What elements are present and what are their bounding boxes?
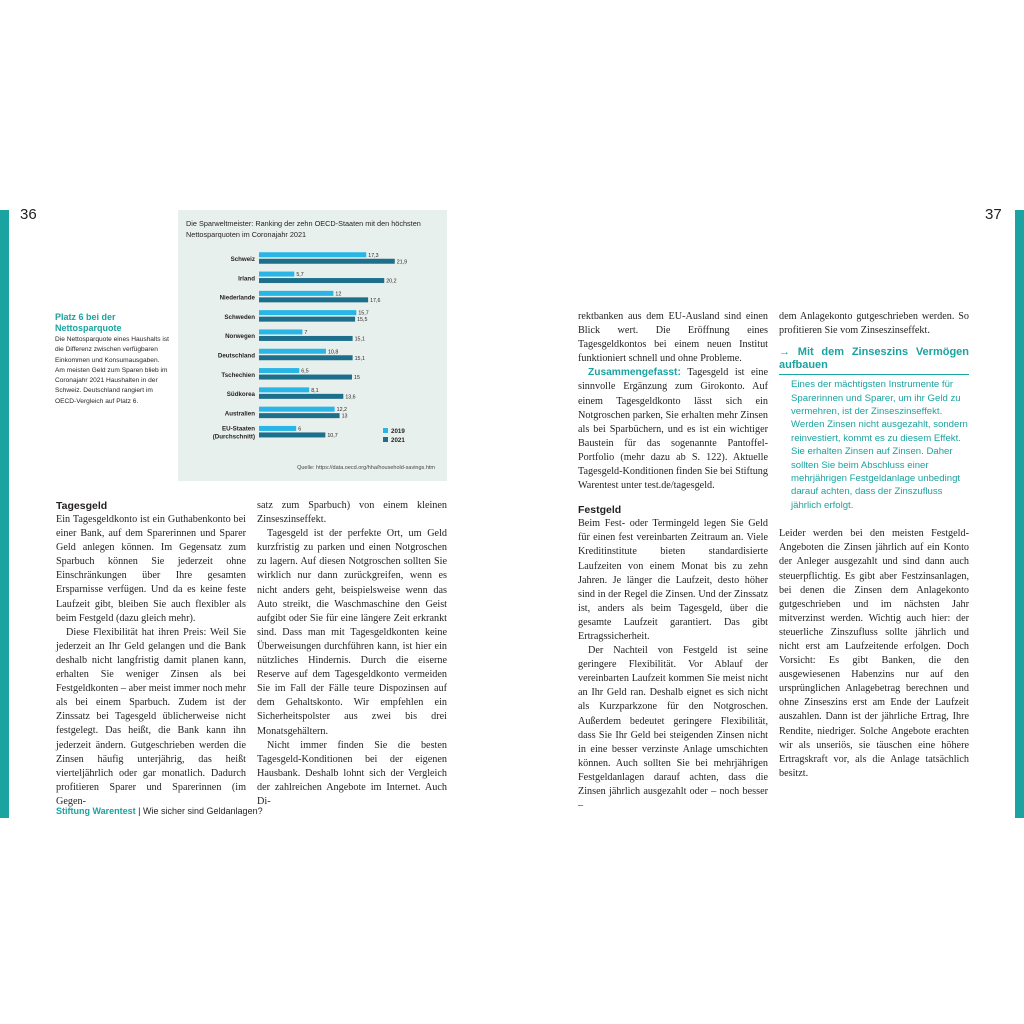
bar-2021 bbox=[259, 259, 395, 264]
footer-title: Wie sicher sind Geldanlagen? bbox=[143, 806, 263, 816]
bar-2021 bbox=[259, 317, 355, 322]
bar-2021 bbox=[259, 297, 368, 302]
data-label: 20,2 bbox=[386, 278, 397, 285]
bar-2019 bbox=[259, 426, 296, 431]
bar-2019 bbox=[259, 368, 299, 373]
bar-2019 bbox=[259, 329, 302, 334]
paragraph: Tagesgeld ist der perfekte Ort, um Geld kurzfristig zu parken und einen Notgroschen zu lagern. Auf diesen Notgroschen sollten Sie wirklich nur dann zurückgreifen, wenn es nicht anders geht, beispielsweise wenn das Auto streikt, die Waschmaschine den Geist aufgibt oder Sie für eine längere Zeit erkrankt sind. Dass man mit Tagesgeldkonten keine Überweisungen durchführen kann, ist hier ein nützliches Hindernis. Durch die eiserne Reserve auf dem Tagesgeldkonto vermeiden Sie im Fall der Fälle teure Dispozinsen auf dem Gehaltskonto. Wir empfehlen ein Sicherheitspolster aus zwei bis drei Monatsgehältern. bbox=[257, 528, 447, 737]
summary-paragraph bbox=[578, 366, 768, 493]
paragraph: rektbanken aus dem EU-Ausland sind einen Blick wert. Die Eröffnung eines Tagesgeldkontos bei einem neuen Institut funktioniert schnell und ohne Probleme. bbox=[578, 311, 768, 365]
left-page-edge-bar bbox=[0, 210, 9, 818]
tip-text: Eines der mächtigsten Instrumente für Sparerinnen und Sparer, um ihr Geld zu vermehren, ist der Zinseszinseffekt. Werden Zinsen nicht ausgezahlt, sondern reinvestiert, kommt es zu diesem Effekt. Sie erhalten Zinsen auf Zinsen. Daher sollten Sie beim Abschluss einer mehrjährigen Festgeldanlage unbedingt darauf achten, dass der Zinszufluss jährlich erfolgt. bbox=[791, 379, 968, 511]
data-label: 17,6 bbox=[370, 297, 381, 304]
page-number-right: 37 bbox=[985, 206, 1002, 223]
data-label: 10,8 bbox=[327, 349, 339, 356]
category-label: Australien bbox=[224, 410, 255, 418]
category-label: Irland bbox=[238, 275, 255, 283]
category-label: Schweiz bbox=[230, 256, 255, 263]
chart-title: Die Sparweltmeister: Ranking der zehn OECD-Staaten mit den höchsten Nettosparquoten im Coronajahr 2021 bbox=[186, 219, 421, 239]
tip-title-text: Mit dem Zinseszins Vermögen aufbauen bbox=[779, 346, 970, 372]
data-label: 17,3 bbox=[368, 252, 379, 259]
footer-brand: Stiftung Warentest bbox=[56, 806, 136, 816]
bar-2021 bbox=[259, 413, 340, 418]
bar-2019 bbox=[259, 407, 335, 412]
paragraph: satz zum Sparbuch) von einem kleinen Zinseszinseffekt. bbox=[257, 500, 447, 526]
chart-annotation bbox=[55, 312, 170, 407]
bar-2021 bbox=[259, 375, 352, 380]
right-page-edge-bar bbox=[1015, 210, 1024, 818]
legend-swatch-2019 bbox=[383, 428, 388, 433]
category-label: Norwegen bbox=[225, 333, 255, 341]
bar-2019 bbox=[259, 387, 309, 392]
paragraph: Ein Tagesgeldkonto ist ein Guthabenkonto bei einer Bank, auf dem Sparerinnen und Sparer Geld anlegen können. Im Gegensatz zum Sparbuch können Sie jederzeit ohne Einschränkungen über Ihre gesamten Ersparnisse verfügen. Und da es keine feste Laufzeit gibt, bleiben Sie auch flexibler als beim Festgeld (dazu gleich mehr). bbox=[56, 514, 246, 624]
paragraph: Nicht immer finden Sie die besten Tagesgeld-Konditionen bei der eigenen Hausbank. Deshalb lohnt sich der Vergleich der zahlreichen Angebote im Internet. Auch Di- bbox=[257, 739, 447, 807]
paragraph: Beim Fest- oder Termingeld legen Sie Geld für einen fest vereinbarten Zeitraum an. Viele Kreditinstitute bieten standardisierte Laufzeiten von einem Monat bis zu zehn Jahren. Je länger die Laufzeit, desto höher sind in der Regel die Zinsen. Und der Zinssatz ist, anders als beim Tagesgeld, über die gesamte Laufzeit garantiert. Das gibt Ertragssicherheit. bbox=[578, 518, 768, 642]
bar-2021 bbox=[259, 432, 325, 437]
legend-label: 2019 bbox=[391, 428, 405, 435]
data-label: 8,1 bbox=[311, 387, 319, 394]
tip-title-wrap bbox=[779, 346, 969, 375]
annotation-text: Die Nettosparquote eines Haushalts ist die Differenz zwischen verfügbaren Einkommen und Konsumausgaben. Am meisten Geld zum Sparen blieb im Coronajahr 2021 Haushalten in der Schweiz. Deutschland rangiert im OECD-Vergleich auf Platz 6. bbox=[55, 336, 169, 405]
data-label: 15,1 bbox=[354, 355, 365, 362]
data-label: 6 bbox=[298, 426, 302, 433]
chart-canvas bbox=[178, 210, 447, 481]
category-label: Tschechien bbox=[221, 371, 255, 379]
data-label: 13,6 bbox=[345, 394, 356, 401]
paragraph: Der Nachteil von Festgeld ist seine geringere Flexibilität. Vor Ablauf der vereinbarten Laufzeit kommen Sie meist nicht an Ihr Geld ran. Deshalb eignet es sich nicht als Kurzparkzone für den Notgroschen. Außerdem bedeutet geringere Flexibilität, dass Sie Ihr Geld bei steigenden Zinsen nicht in eine besser verzinste Anlage umschichten können. Auch sollten Sie bei mehrjährigen Festgeldanlagen darauf achten, dass die Zinsen jährlich ausgezahlt oder – noch besser – bbox=[578, 645, 768, 812]
data-label: 7 bbox=[304, 329, 308, 336]
data-label: 12,2 bbox=[336, 407, 347, 414]
legend-label: 2021 bbox=[391, 437, 405, 444]
column-1 bbox=[56, 499, 246, 809]
column-2 bbox=[257, 499, 447, 809]
legend-swatch-2021 bbox=[383, 437, 388, 442]
chart-source: Quelle: https://data.oecd.org/hha/household-savings.htm bbox=[297, 465, 435, 471]
bar-2019 bbox=[259, 349, 326, 354]
category-label: Schweden bbox=[224, 313, 255, 321]
bar-2021 bbox=[259, 394, 343, 399]
annotation-title: Platz 6 bei der Nettosparquote bbox=[55, 312, 122, 333]
category-label: Niederlande bbox=[219, 294, 255, 302]
bar-2019 bbox=[259, 291, 333, 296]
data-label: 5,7 bbox=[296, 272, 304, 279]
paragraph: Diese Flexibilität hat ihren Preis: Weil Sie jederzeit an Ihr Geld gelangen und die Bank deshalb nicht langfristig damit planen kann, erhalten Sie weniger Zinsen als bei Festgeldkonten – aber meist immer noch mehr als bei einem Sparbuch. Zudem ist der Zinssatz bei Tagesgeld üblicherweise nicht festgelegt. Das heißt, die Bank kann ihn jederzeit ändern. Gutgeschrieben werden die Zinsen häufig unterjährig, das heißt vierteljährlich oder gar monatlich. Dadurch profitieren Sparer und Sparerinnen (im Gegen- bbox=[56, 626, 246, 807]
tip-box bbox=[779, 346, 969, 512]
category-label: Südkorea bbox=[226, 391, 255, 399]
bar-2021 bbox=[259, 336, 353, 341]
data-label: 10,7 bbox=[327, 432, 338, 439]
paragraph: Leider werden bei den meisten Festgeld-Angeboten die Zinsen jährlich auf ein Konto der Anleger ausgezahlt und sind dann auch steuerpflichtig. Es gibt aber Festzinsanlagen, bei denen die Zinsen dem Anlagekonto gutgeschrieben und im nächsten Jahr mitverzinst werden. Wichtig auch hier: der steuerliche Zinszufluss sollte jährlich und nicht erst am Laufzeitende erfolgen. Doch Vorsicht: Es gibt Banken, die den ausgewiesenen Habenzins nur auf den ursprünglichen Anlagebetrag berechnen und ohne Zinseszins erst am Ende der Laufzeit auszahlen. Dann ist der jährliche Ertrag, Ihre Rendite, niedriger. Solche Angebote erachten wir als unseriös, sie täuschen eine höhere Ertragskraft vor, als die Anlage tatsächlich besitzt. bbox=[779, 528, 969, 779]
summary-text: Tagesgeld ist eine sinnvolle Ergänzung zum Girokonto. Auf einem Tagesgeldkonto lässt sich ein Notgroschen parken, Sie erhalten mehr Zinsen als bei Sparbüchern, und es ist ein wichtiger Baustein für das sogenannte Pantoffel-Portfolio (mehr dazu ab S. 122). Aktuelle Tagesgeld-Konditionen finden Sie bei Stiftung Warentest unter test.de/tagesgeld. bbox=[578, 367, 768, 492]
savings-rate-chart bbox=[178, 210, 447, 481]
bar-2019 bbox=[259, 272, 294, 277]
column-3 bbox=[578, 310, 768, 813]
data-label: 15 bbox=[354, 375, 360, 382]
data-label: 12 bbox=[335, 291, 342, 298]
data-label: 6,5 bbox=[301, 368, 309, 375]
bar-2019 bbox=[259, 310, 356, 315]
bar-2021 bbox=[259, 278, 384, 283]
footer bbox=[56, 806, 263, 816]
data-label: 13 bbox=[341, 413, 348, 420]
heading-tagesgeld: Tagesgeld bbox=[56, 500, 108, 512]
data-label: 21,9 bbox=[396, 259, 408, 266]
column-4 bbox=[779, 310, 969, 781]
summary-label: Zusammengefasst: bbox=[588, 367, 681, 379]
arrow-right-icon: → bbox=[779, 346, 790, 359]
category-label: Deutschland bbox=[217, 352, 255, 360]
category-label: (Durchschnitt) bbox=[212, 433, 255, 441]
data-label: 15,5 bbox=[357, 317, 368, 324]
tip-title bbox=[779, 346, 969, 372]
data-label: 15,1 bbox=[354, 336, 365, 343]
bar-2019 bbox=[259, 252, 366, 257]
paragraph: dem Anlagekonto gutgeschrieben werden. So profitieren Sie vom Zinseszinseffekt. bbox=[779, 311, 969, 337]
category-label: EU-Staaten bbox=[221, 425, 255, 433]
heading-festgeld: Festgeld bbox=[578, 504, 622, 517]
page-number-left: 36 bbox=[20, 206, 37, 223]
data-label: 15,7 bbox=[358, 310, 369, 317]
bar-2021 bbox=[259, 355, 353, 360]
footer-separator: | bbox=[135, 806, 144, 816]
